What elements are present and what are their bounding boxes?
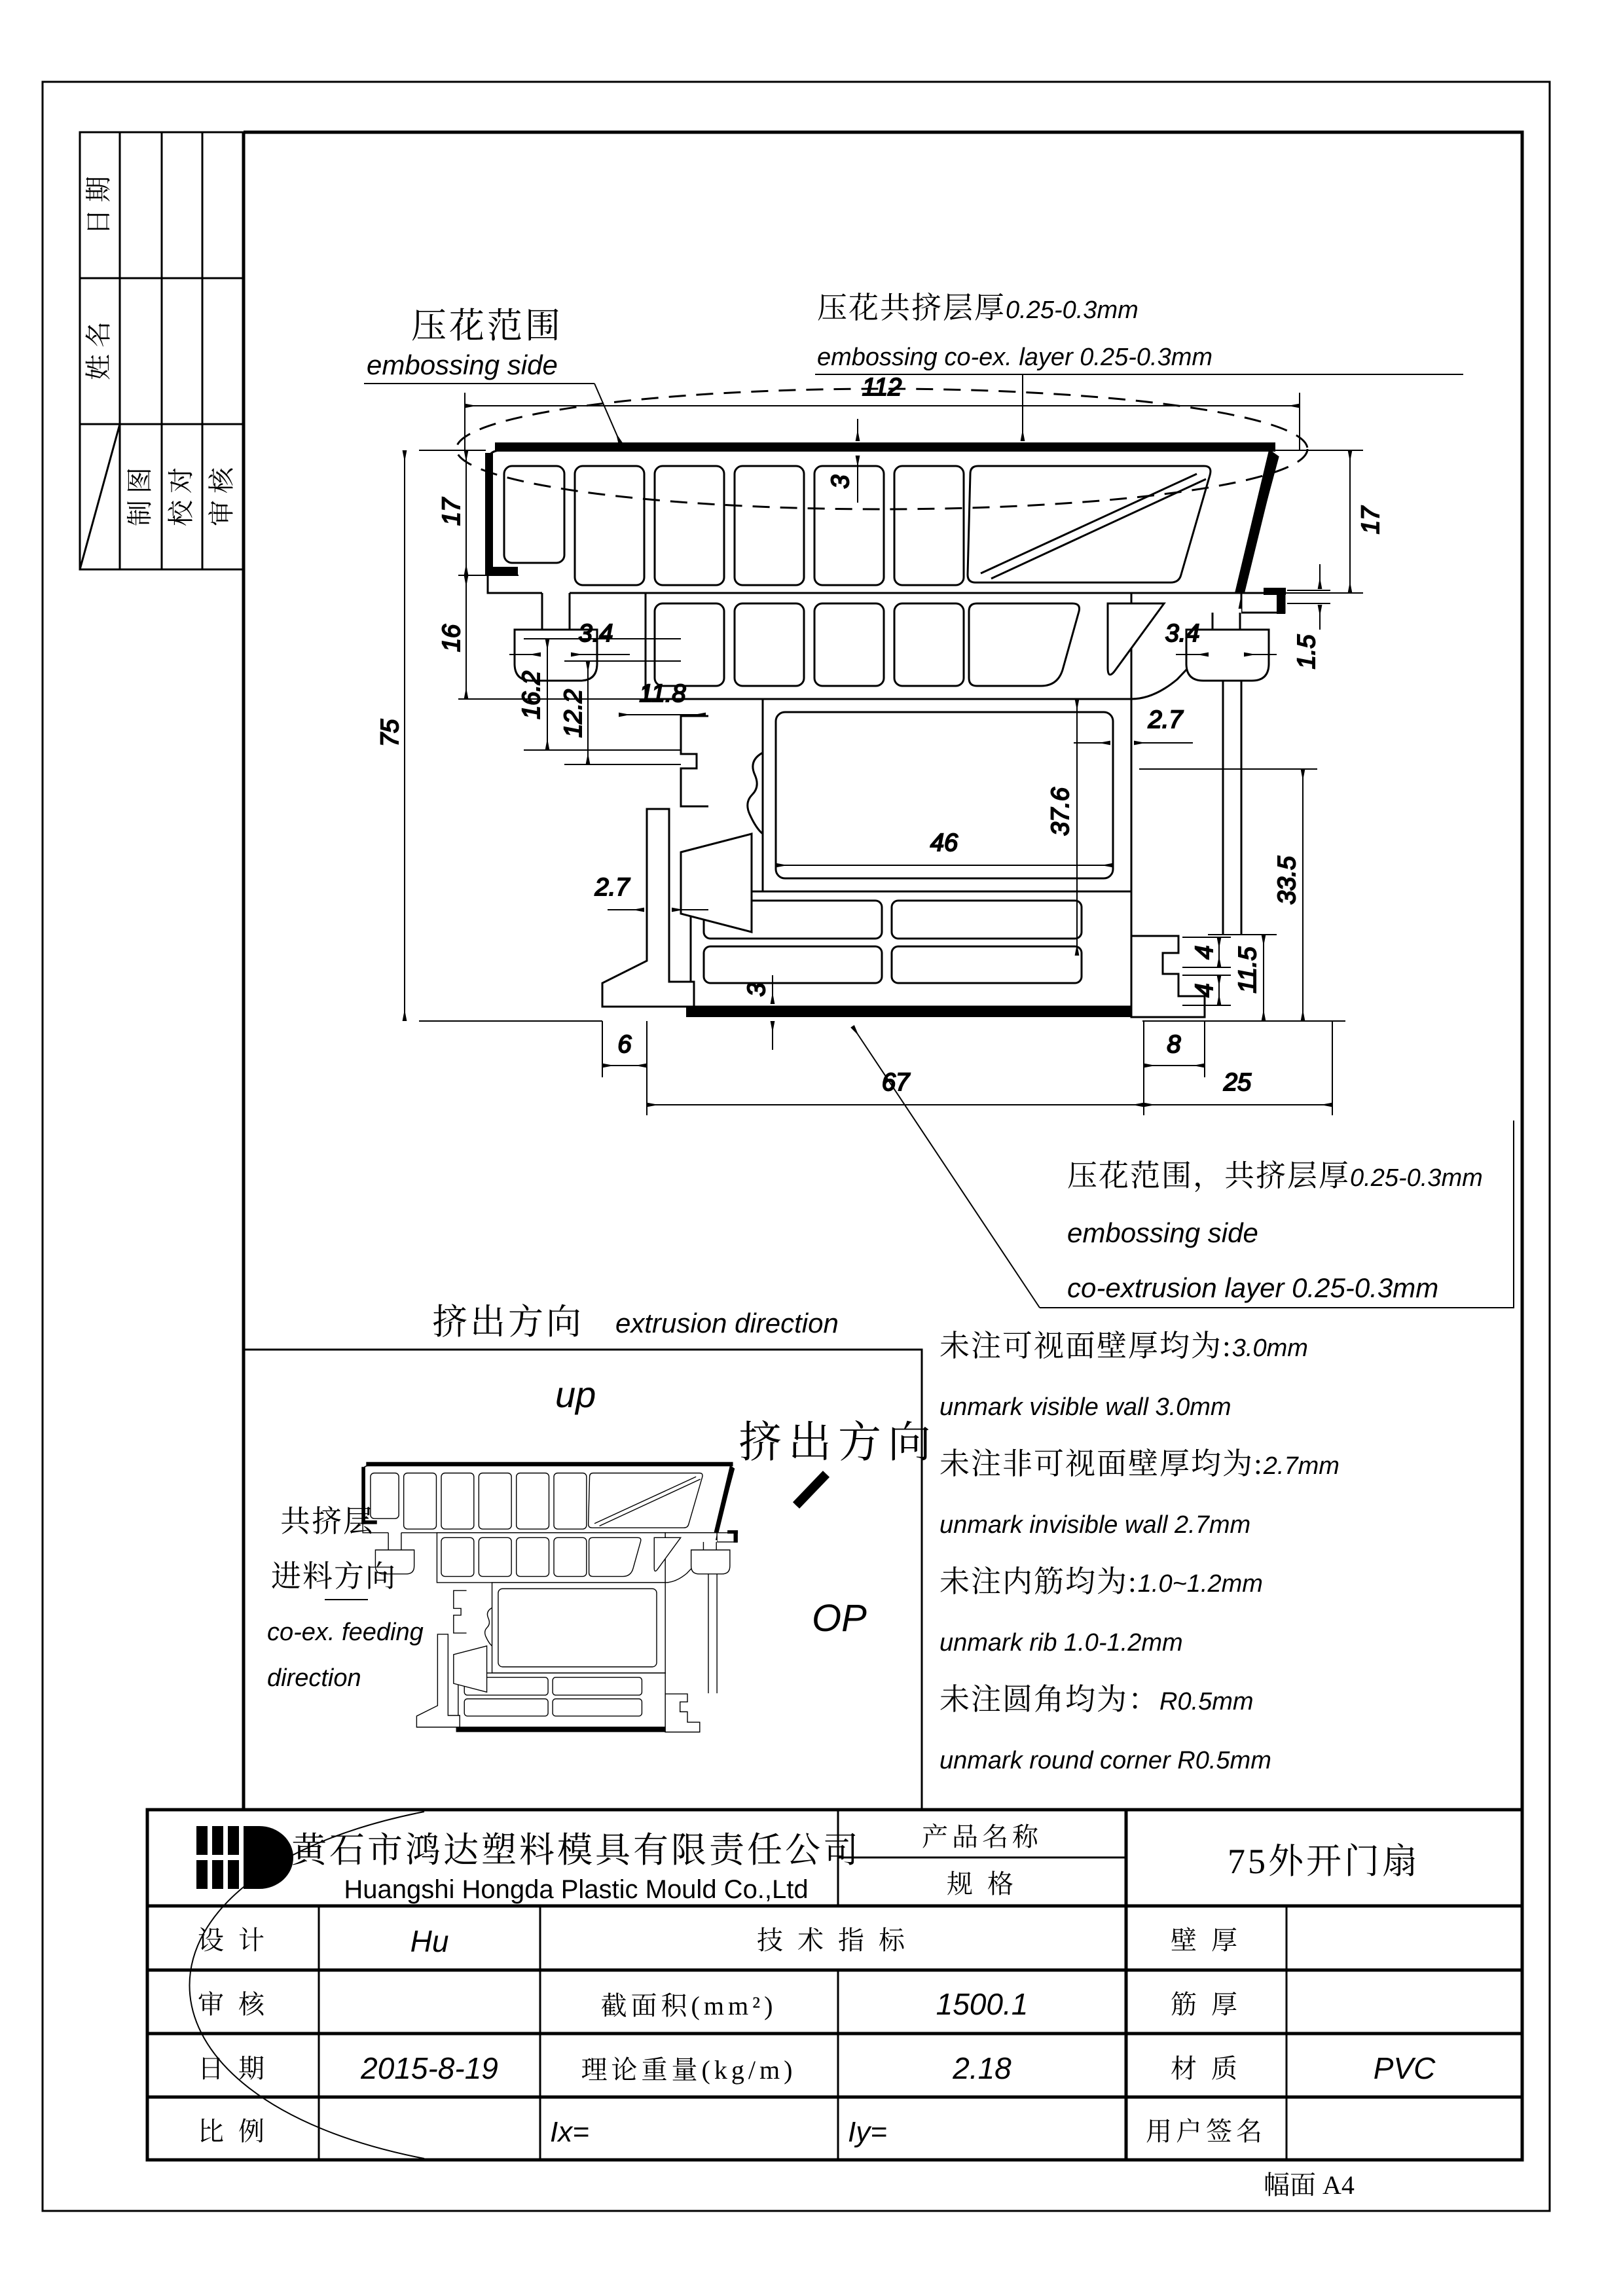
emboss-bottom-cn: 压花范围，共挤层厚 <box>1067 1159 1350 1193</box>
product-name-label: 产品名称 <box>922 1822 1042 1852</box>
theoretical-weight-value: 2.18 <box>953 2051 1012 2085</box>
note-rib-cn: 未注内筋均为:1.0~1.2mm <box>939 1565 1263 1598</box>
note-visible-wall-en: unmark visible wall 3.0mm <box>939 1393 1231 1421</box>
direction-header-cn: 挤出方向 <box>432 1302 584 1342</box>
section-area-value: 1500.1 <box>936 1987 1029 2021</box>
corner-col-review: 审 核 <box>207 467 236 526</box>
dim-4-upper <box>1182 937 1231 967</box>
sheet-format-label: 幅面 A4 <box>1264 2170 1355 2200</box>
svg-text:4: 4 <box>1191 945 1218 960</box>
user-signature-label: 用户签名 <box>1146 2117 1266 2146</box>
annotation-emboss-top-right <box>815 291 1463 441</box>
date-label: 日 期 <box>198 2054 268 2083</box>
dim-1p5 <box>1287 564 1330 669</box>
direction-header-en: extrusion direction <box>615 1308 839 1338</box>
feed-direction-label-en2: direction <box>267 1664 361 1692</box>
svg-text:16.2: 16.2 <box>518 671 545 719</box>
spec-label: 规 格 <box>947 1869 1017 1899</box>
emboss-coex-cn: 压花共挤层厚 <box>817 291 1006 325</box>
svg-text:33.5: 33.5 <box>1273 856 1301 905</box>
direction-box <box>244 1302 938 1810</box>
svg-text:112: 112 <box>862 374 902 401</box>
svg-text:12.2: 12.2 <box>560 689 587 738</box>
mini-profile <box>361 1462 738 1732</box>
svg-text:17: 17 <box>438 497 465 526</box>
company-name-en: Huangshi Hongda Plastic Mould Co.,Ltd <box>344 1875 809 1904</box>
emboss-bottom-label-cn <box>1067 1159 1483 1193</box>
corner-col-draw: 制 图 <box>125 467 155 526</box>
scale-label: 比 例 <box>198 2117 268 2146</box>
annotation-emboss-bottom <box>852 1026 1514 1308</box>
date-value: 2015-8-19 <box>361 2051 498 2085</box>
feed-direction-label-en1: co-ex. feeding <box>267 1619 424 1646</box>
note-rib-en: unmark rib 1.0-1.2mm <box>939 1629 1183 1657</box>
dim-8 <box>1144 1021 1205 1077</box>
coex-layer-label: 共挤层 <box>280 1505 374 1538</box>
dim-6 <box>602 1021 647 1115</box>
corner-row-date: 日 期 <box>84 176 113 235</box>
title-block <box>147 1810 1522 2160</box>
section-area-label: 截面积(mm²) <box>600 1991 777 2020</box>
material-value: PVC <box>1373 2051 1436 2085</box>
note-corner-cn: 未注圆角均为：R0.5mm <box>939 1683 1254 1716</box>
svg-text:3: 3 <box>827 475 854 489</box>
svg-text:67: 67 <box>881 1069 910 1096</box>
corner-col-check: 校 对 <box>166 467 196 526</box>
svg-text:46: 46 <box>930 829 958 857</box>
design-value: Hu <box>410 1924 449 1958</box>
svg-text:1.5: 1.5 <box>1293 634 1321 670</box>
company-logo <box>196 1826 293 1889</box>
iy-label: Iy= <box>848 2116 887 2148</box>
svg-text:8: 8 <box>1167 1031 1181 1058</box>
emboss-coex-label-en: embossing co-ex. layer 0.25-0.3mm <box>817 344 1213 371</box>
review-label: 审 核 <box>198 1990 268 2019</box>
svg-text:11.8: 11.8 <box>639 680 686 708</box>
material-label: 材 质 <box>1171 2054 1241 2083</box>
dim-112 <box>465 374 1300 450</box>
svg-text:37.6: 37.6 <box>1047 787 1074 836</box>
svg-text:2.7: 2.7 <box>594 874 630 901</box>
svg-text:3.4: 3.4 <box>578 620 613 647</box>
corner-title-block <box>80 132 244 569</box>
svg-text:2.7: 2.7 <box>1148 706 1183 734</box>
up-label: up <box>555 1374 596 1415</box>
ix-label: Ix= <box>550 2116 589 2148</box>
design-label: 设 计 <box>198 1926 268 1955</box>
svg-text:3: 3 <box>743 982 771 997</box>
svg-text:6: 6 <box>617 1031 632 1058</box>
rib-thickness-label: 筋 厚 <box>1171 1990 1241 2019</box>
tech-index-label: 技 术 指 标 <box>757 1926 909 1955</box>
svg-text:25: 25 <box>1223 1069 1252 1096</box>
svg-text:16: 16 <box>438 624 465 653</box>
feed-direction-label-cn: 进料方向 <box>271 1560 397 1593</box>
svg-text:17: 17 <box>1357 506 1385 535</box>
svg-text:11.5: 11.5 <box>1234 946 1262 994</box>
notes-block <box>939 1329 1340 1774</box>
emboss-coex-label-cn <box>817 291 1139 325</box>
emboss-side-label-en: embossing side <box>367 350 558 380</box>
svg-text:4: 4 <box>1191 983 1218 997</box>
product-name-value: 75外开门扇 <box>1228 1842 1420 1881</box>
note-visible-wall-cn: 未注可视面壁厚均为:3.0mm <box>939 1329 1308 1363</box>
theoretical-weight-label: 理论重量(kg/m) <box>581 2055 797 2085</box>
emboss-bottom-en2: co-extrusion layer 0.25-0.3mm <box>1067 1272 1439 1303</box>
emboss-bottom-val: 0.25-0.3mm <box>1350 1164 1483 1192</box>
direction-big-cn: 挤出方向 <box>739 1419 938 1467</box>
note-corner-en: unmark round corner R0.5mm <box>939 1747 1271 1774</box>
note-invisible-wall-cn: 未注非可视面壁厚均为:2.7mm <box>939 1447 1340 1480</box>
emboss-range-label-cn: 压花范围 <box>411 306 563 346</box>
wall-thickness-label: 壁 厚 <box>1171 1926 1241 1955</box>
op-label: OP <box>812 1597 867 1640</box>
dim-67 <box>647 1021 1144 1115</box>
annotation-emboss-top-left <box>364 306 621 444</box>
emboss-bottom-en1: embossing side <box>1067 1217 1258 1248</box>
company-name-cn: 黄石市鸿达塑料模具有限责任公司 <box>291 1831 861 1870</box>
corner-row-name: 姓 名 <box>84 321 113 380</box>
dim-17-right <box>1275 450 1385 593</box>
svg-text:3.4: 3.4 <box>1165 620 1200 647</box>
emboss-coex-val: 0.25-0.3mm <box>1006 296 1139 324</box>
svg-text:75: 75 <box>376 719 404 747</box>
note-invisible-wall-en: unmark invisible wall 2.7mm <box>939 1511 1251 1539</box>
